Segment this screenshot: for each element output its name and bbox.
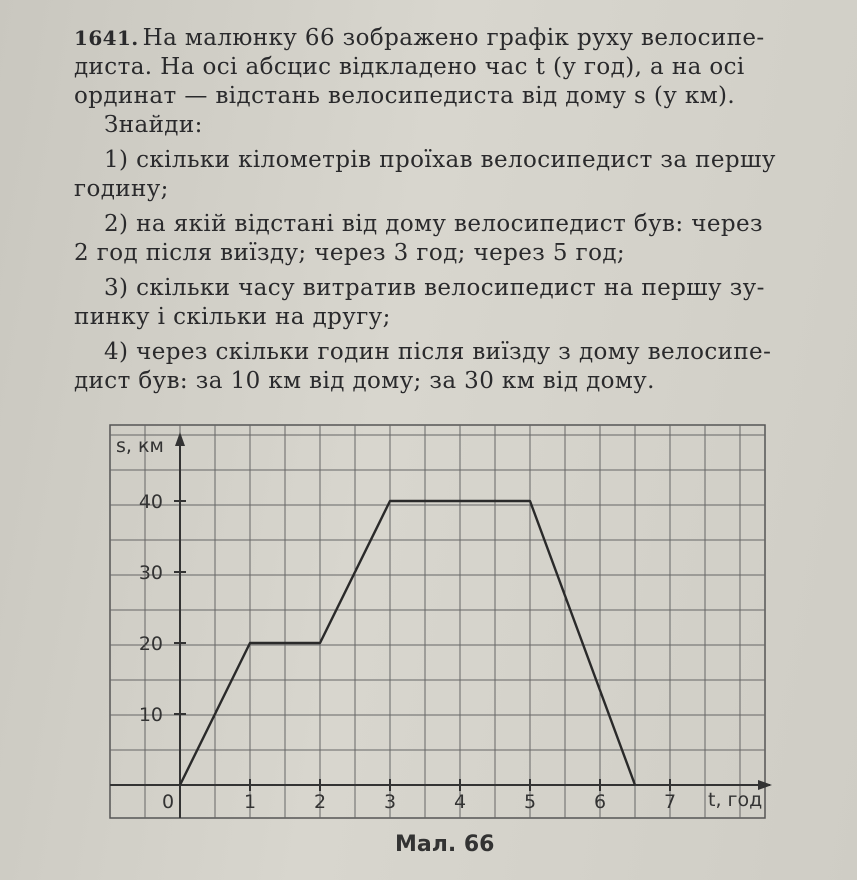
figure-caption: Мал. 66 [395,832,495,857]
y-tick-label: 30 [138,562,163,584]
x-tick-label: 4 [453,791,467,813]
y-tick-label: 40 [138,491,163,513]
x-tick-label: 6 [593,791,607,813]
y-tick-label: 10 [138,704,163,726]
problem-number: 1641. [74,26,139,50]
question-3-line-2: пинку і скільки на другу; [74,304,391,330]
y-axis-label: s, км [116,435,164,457]
question-2-line-1: 2) на якій відстані від дому велосипедист був: через [104,211,763,237]
x-tick-label: 5 [523,791,537,813]
x-tick-label: 1 [243,791,257,813]
y-axis-arrow [175,432,185,446]
question-4-line-2: дист був: за 10 км від дому; за 30 км від дому. [74,368,655,394]
x-axis-label: t, год [708,789,763,811]
x-tick-label: 3 [383,791,397,813]
question-3-line-1: 3) скільки часу витратив велосипедист на першу зу- [104,275,765,301]
tick-labels [139,491,676,813]
x-tick-label: 0 [161,791,175,813]
y-tick-label: 20 [138,633,163,655]
series-line [180,501,635,785]
grid-frame [110,425,765,818]
problem-line: диста. На осі абсцис відкладено час t (у год), а на осі [74,54,745,80]
grid [110,425,765,818]
find-label: Знайди: [104,112,203,138]
question-1-line-2: годину; [74,176,169,202]
question-2-line-2: 2 год після виїзду; через 3 год; через 5 год; [74,240,626,266]
x-tick-label: 7 [663,791,677,813]
problem-line: ординат — відстань велосипедиста від дому s (у км). [74,83,736,109]
series [180,501,635,785]
x-tick-label: 2 [313,791,327,813]
problem-line: На малюнку 66 зображено графік руху велосипе- [142,25,765,51]
axes [110,432,772,818]
question-1-line-1: 1) скільки кілометрів проїхав велосипедист за першу [104,147,776,173]
question-4-line-1: 4) через скільки годин після виїзду з дому велосипе- [104,339,772,365]
